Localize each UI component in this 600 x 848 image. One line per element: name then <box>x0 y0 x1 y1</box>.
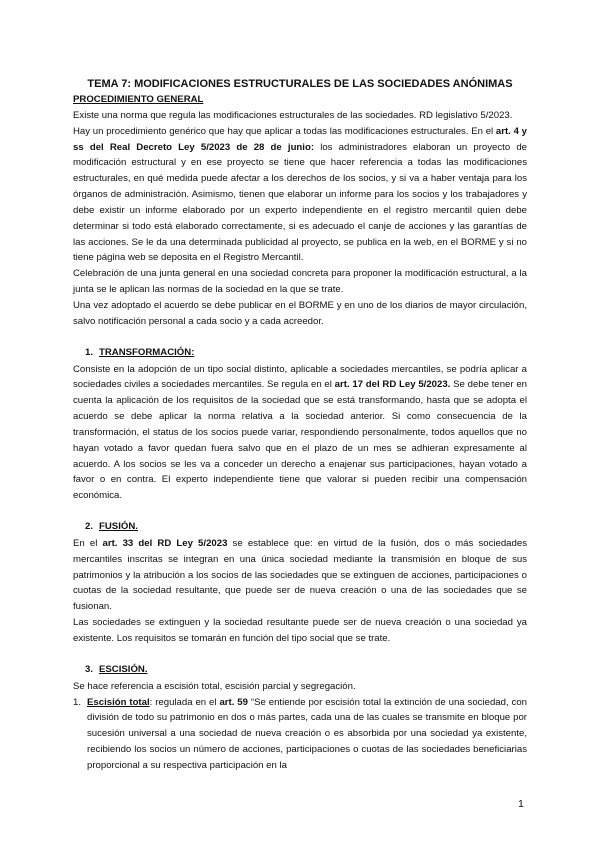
paragraph: Consiste en la adopción de un tipo social distinto, aplicable a sociedades mercantiles, se podría aplicar a sociedades civiles a sociedades mercantiles. Se regula en el art. 17 del RD Ley 5/2023. Se debe tener en cuenta la aplicación de los requisitos de la sociedad que se está transformando, hasta que se adopta el acuerdo se debe aplicar la norma relativa a la sociedad anterior. Si como consecuencia de la transformación, el status de los socios puede variar, respondiendo personalmente, todos aquellos que no hayan votado a favor quedan fuera salvo que en el plazo de un mes se adhieran expresamente al acuerdo. A los socios se les va a conceder un derecho a enajenar sus participaciones, hayan votado a favor o en contra. El experto independiente tiene que valorar si pueden recibir una compensación económica. <box>73 363 528 502</box>
section-heading-escision: 3. ESCISIÓN. <box>84 663 148 675</box>
paragraph: Celebración de una junta general en una sociedad concreta para proponer la modificación estructural, a la junta se le aplican las normas de la sociedad en la que se trate. <box>73 268 527 296</box>
section-heading-fusion: 2. FUSIÓN. <box>84 521 138 533</box>
page-number: 1 <box>518 798 524 810</box>
section-heading-transformacion: 1. TRANSFORMACIÓN: <box>84 346 195 358</box>
list-item: 1. Escisión total: regulada en el art. 59 “Se entiende por escisión total la extinción de una sociedad, con división de todo su patrimonio en dos o más partes, cada una de las cuales se transmite en bloque por sucesión universal a una sociedad de nueva creación o es absorbida por una sociedad ya existente, recibiendo los socios un número de acciones, participaciones o cuotas de las sociedades beneficiarias proporcional a su respectiva participación en la <box>73 696 527 771</box>
paragraph: Se hace referencia a escisión total, escisión parcial y segregación. <box>73 680 356 692</box>
paragraph: Una vez adoptado el acuerdo se debe publicar en el BORME y en uno de los diarios de mayor circulación, salvo notificación personal a cada socio y a cada acreedor. <box>73 299 527 327</box>
escision-list <box>73 695 527 774</box>
paragraph: Existe una norma que regula las modificaciones estructurales de las sociedades. RD legislativo 5/2023. <box>73 109 513 121</box>
paragraph: Hay un procedimiento genérico que hay que aplicar a todas las modificaciones estructurales. En el art. 4 y ss del Real Decreto Ley 5/2023 de 28 de junio: los administradores elaboran un proyecto de modificación estructural y en ese proyecto se tiene que hacer referencia a todas las modificaciones estructurales, en qué medida puede afectar a los derechos de los socios, y si va a haber ventaja para los órganos de administración. Asimismo, tienen que elaborar un informe para los socios y los trabajadores y debe existir un informe elaborado por un experto independiente en el registro mercantil quien debe determinar si todo está elaborado correctamente, si es adecuado el canje de acciones y las garantías de las acciones. Se le da una determinada publicidad al proyecto, se publica en la web, en el BORME y si no tiene página web se deposita en el Registro Mercantil. <box>73 125 527 264</box>
document-title: TEMA 7: MODIFICACIONES ESTRUCTURALES DE LAS SOCIEDADES ANÓNIMAS <box>87 78 513 90</box>
paragraph: Las sociedades se extinguen y la sociedad resultante puede ser de nueva creación o una sociedad ya existente. Los requisitos se tomarán en función del tipo social que se trate. <box>73 617 527 644</box>
document-page <box>73 76 527 774</box>
paragraph: En el art. 33 del RD Ley 5/2023 se establece que: en virtud de la fusión, dos o más sociedades mercantiles inscritas se integran en una única sociedad mediante la transmisión en bloque de sus patrimonios y la atribución a los socios de las sociedades que se extinguen de acciones, participaciones o cuotas de la sociedad resultante, que puede ser de nueva creación o una de las sociedades que se fusionan. <box>73 537 527 613</box>
section-subtitle: PROCEDIMIENTO GENERAL <box>73 94 204 105</box>
